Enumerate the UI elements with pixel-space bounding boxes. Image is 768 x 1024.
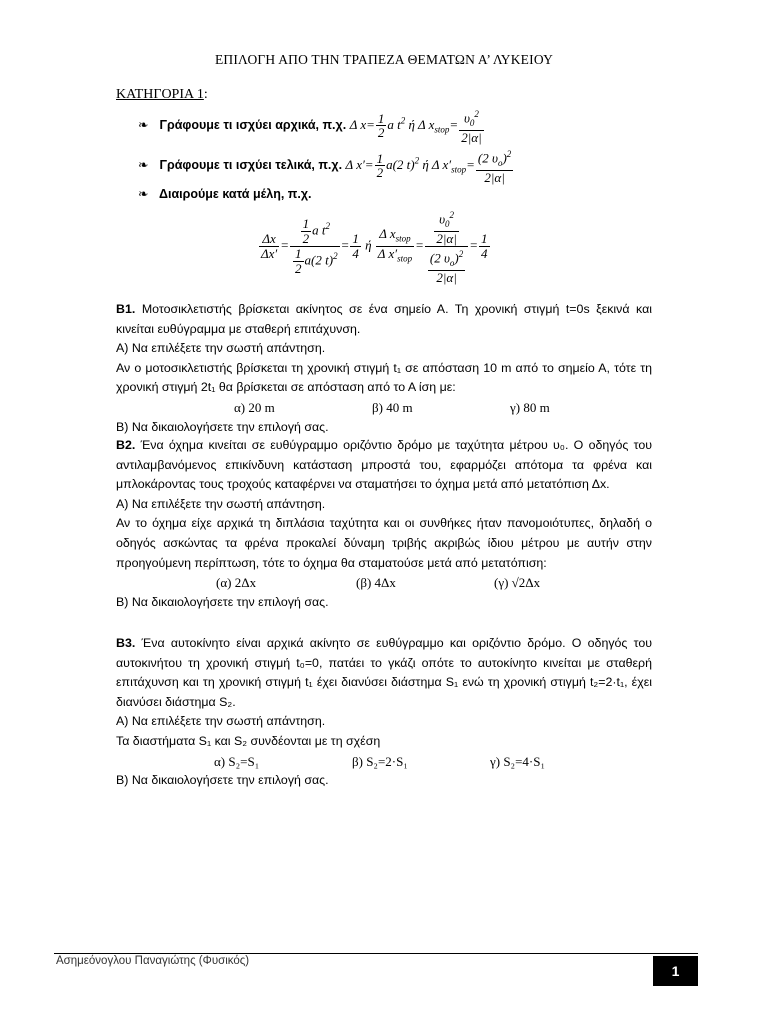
page-title: ΕΠΙΛΟΓΗ ΑΠΟ ΤΗΝ ΤΡΑΠΕΖΑ ΘΕΜΑΤΩΝ Α’ ΛΥΚΕΙΟΥ [214,52,554,67]
b1-question: Αν ο μοτοσικλετιστής βρίσκεται τη χρονική στιγμή t₁ σε απόσταση 10 m από το σημείο Α, τότε τη χρονική στιγμή 2t₁ θα βρίσκεται σε απόσταση από το Α ίση με: [116,360,652,395]
division-formula: $\frac{\Delta x}{\Delta x'}$ = $\frac{1}{2}$ a $t^2$ $\frac{1}{2}$ a(2 t)$^2$ = $\frac{1}{4}$ ή $\frac{\Delta x_{stop}}{\Delta x'_{stop}}$ = $\frac{\frac{\upsilon_0^2}{2|\alpha|}}{\frac{(2 \upsilon_o)^2}{2|\alpha|}}$ = $\frac{1}{4}$ [261,210,488,285]
b1-option-c: γ) 80 m [510,399,550,415]
b3-option-c: γ) S₂=4·S₁ [490,753,546,769]
b3-option-b: β) S₂=2·S₁ [352,753,408,769]
category-label: ΚΑΤΗΓΟΡΙΑ 1 [116,87,204,102]
bullet-divide-text: Διαιρούμε κατά μέλη, π.χ. [159,187,312,201]
b2-option-c: (γ) √2Δx [494,575,541,591]
b2-options [116,573,652,593]
b3-question: Τα διαστήματα S₁ και S₂ συνδέονται με τη σχέση [116,733,381,748]
scroll-bullet-icon: ❧ [138,116,149,132]
bullet-final-text: Γράφουμε τι ισχύει τελικά, π.χ. [159,157,343,172]
b2-justify: Β) Να δικαιολογήσετε την επιλογή σας. [116,594,329,609]
footer-divider [54,953,698,954]
b2-option-a: (α) 2Δx [216,575,257,591]
b2-option-b: (β) 4Δx [356,575,396,591]
page-number: 1 [653,956,698,986]
scroll-bullet-icon: ❧ [138,186,149,201]
b3-statement: Ένα αυτοκίνητο είναι αρχικά ακίνητο σε ευθύγραμμο και οριζόντιο δρόμο. Ο οδηγός του αυτοκινήτου τη χρονική στιγμή t₀=0, πατάει το γκάζι οπότε το αυτοκίνητο κινείται με σταθερή επιτάχυνση και τη χρονική στιγμή t₁ έχει διανύσει διάστημα S₁ ενώ τη χρονική στιγμή t₂=2·t₁, έχει διανύσει διάστημα S₂. [116,636,652,709]
category-colon: : [203,87,208,102]
formula-initial: Δ x= $\frac{1}{2}$ a $t^2$ ή Δ $x_{stop}=$ $\frac{\upsilon_0^2}{2|\alpha|}$ [349,109,482,145]
b1-options [116,398,652,418]
b2-question: Αν το όχημα είχε αρχικά τη διπλάσια ταχύτητα και οι συνθήκες ήταν πανομοιότυπες, δηλαδή ο οδηγός ασκώντας τα φρένα προκαλεί δύναμη τριβής ακριβώς ίδιου μέτρου με αυτήν στην προηγούμενη περίπτωση, τότε το όχημα θα σταματούσε μετά από μετατόπιση: [116,516,652,570]
formula-final: Δ x′= $\frac{1}{2}$ a(2 t)$^2$ ή Δ $x'_{stop}=$ $\frac{(2 \upsilon_o)^2}{2|\alpha|}$ [345,149,512,185]
b1-option-b: β) 40 m [372,399,413,415]
b3-options [116,752,652,772]
scroll-bullet-icon: ❧ [138,156,149,172]
b1-label: Β1. [116,302,136,316]
b2-label: Β2. [116,438,136,452]
b3-option-a: α) S₂=S₁ [214,753,260,769]
footer-author: Ασημεόνογλου Παναγιώτης (Φυσικός) [56,955,250,967]
b1-justify: Β) Να δικαιολογήσετε την επιλογή σας. [116,419,329,434]
b1-statement: Μοτοσικλετιστής βρίσκεται ακίνητος σε ένα σημείο Α. Τη χρονική στιγμή t=0s ξεκινά και κινείται ευθύγραμμα με σταθερή επιτάχυνση. [116,302,652,336]
bullet-divide [138,186,312,201]
bullet-final [138,148,514,184]
problem-b2 [116,436,652,612]
b2-statement: Ένα όχημα κινείται σε ευθύγραμμο οριζόντιο δρόμο με ταχύτητα μέτρου υ₀. Ο οδηγός του αντιλαμβανόμενος επικίνδυνη κατάσταση μπροστά του, εφαρμόζει απότομα τα φρένα και μπλοκάροντας τους τροχούς καταφέρνει να σταματήσει το όχημα μετά από μετατόπιση Δx. [116,438,652,492]
or-word: ή [408,116,415,132]
b3-justify: Β) Να δικαιολογήσετε την επιλογή σας. [116,773,329,788]
or-word: ή [422,156,429,172]
b2-part-a: Α) Να επιλέξετε την σωστή απάντηση. [116,496,326,511]
problem-b3 [116,634,652,791]
b3-part-a: Α) Να επιλέξετε την σωστή απάντηση. [116,714,326,729]
or-word: ή [365,237,372,253]
category-heading [116,87,208,103]
bullet-initial [138,108,485,144]
b1-option-a: α) 20 m [234,399,275,415]
problem-b1 [116,300,652,437]
bullet-initial-text: Γράφουμε τι ισχύει αρχικά, π.χ. [159,117,347,132]
b1-part-a: Α) Να επιλέξετε την σωστή απάντηση. [116,341,326,356]
b3-label: Β3. [116,636,136,650]
